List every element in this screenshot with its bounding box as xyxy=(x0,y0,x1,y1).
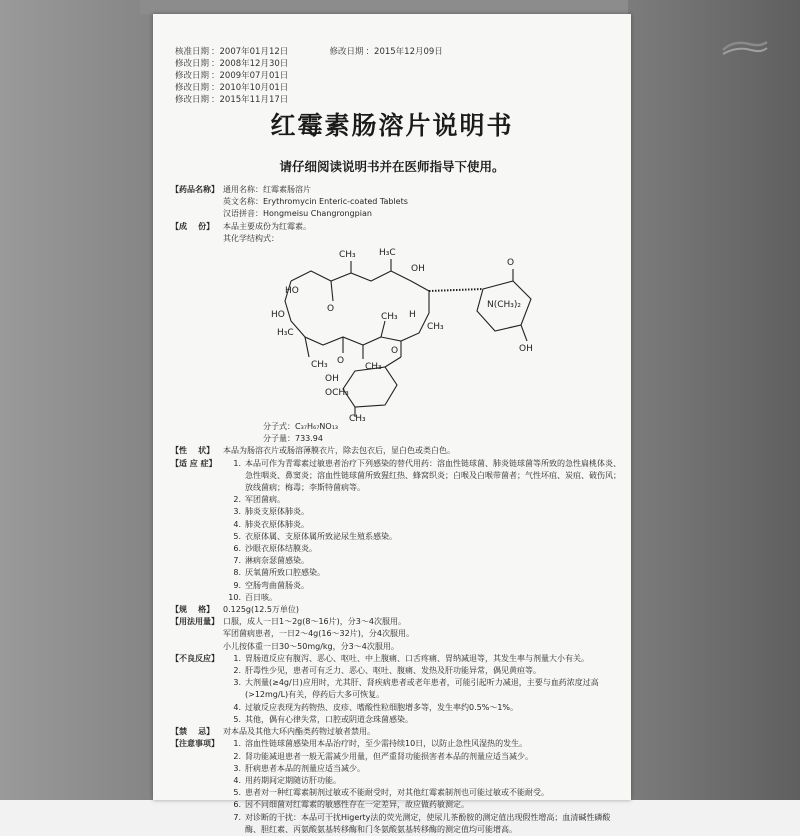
o-label: O xyxy=(507,258,515,269)
list-item: 6. 因不同细菌对红霉素的敏感性存在一定差异，故应做药敏测定。 xyxy=(233,800,469,810)
h3c-label: H₃C xyxy=(379,248,396,259)
section-label: 【适 应 症】 xyxy=(171,458,217,468)
list-item: 3. 肝病患者本品的剂量应适当减少。 xyxy=(233,763,365,773)
list-item: 2. 军团菌病。 xyxy=(233,495,285,505)
brand-logo-icon xyxy=(719,38,771,60)
list-item: 3. 大剂量(≥4g/日)应用时，尤其肝、肾疾病患者或老年患者，可能引起听力减退，主要与血药浓度过高(>12mg/L)有关，停药后大多可恢复。 xyxy=(233,678,599,700)
dosage-line: 口服，成人一日1～2g(8～16片)，分3～4次服用。 xyxy=(223,617,406,627)
list-item: 2. 肝毒性少见，患者可有乏力、恶心、呕吐、腹痛、发热及肝功能异常，偶见黄疸等。 xyxy=(233,666,541,676)
properties-text: 本品为肠溶衣片或肠溶薄膜衣片，除去包衣后，显白色或类白色。 xyxy=(223,446,455,456)
date-value: 2009年07月01日 xyxy=(219,71,289,81)
section-spec xyxy=(171,604,623,616)
date-label: 修改日期 xyxy=(175,59,210,69)
chemical-structure xyxy=(171,245,623,425)
ho-label: HO xyxy=(271,310,285,321)
leaflet-content xyxy=(171,184,623,836)
list-item: 7. 淋病奈瑟菌感染。 xyxy=(233,556,309,566)
date-label: 修改日期 xyxy=(175,83,210,93)
date-label: 修改日期 xyxy=(329,47,364,57)
english-name: 英文名称：Erythromycin Enteric-coated Tablets xyxy=(223,197,408,207)
molecular-weight: 分子量：733.94 xyxy=(263,434,323,444)
o-label: O xyxy=(337,356,345,367)
o-label: O xyxy=(327,304,335,315)
pinyin-name: 汉语拼音：Hongmeisu Changrongpian xyxy=(223,209,372,219)
date-label: 修改日期 xyxy=(175,95,210,105)
section-label: 【性 状】 xyxy=(171,446,215,456)
list-item: 5. 患者对一种红霉素制剂过敏或不能耐受时，对其他红霉素制剂也可能过敏或不能耐受。 xyxy=(233,788,549,798)
date-row: 修改日期 ： 2008年12月30日 xyxy=(175,58,443,70)
generic-name: 通用名称：红霉素肠溶片 xyxy=(223,185,311,194)
date-row: 修改日期 ： 2015年11月17日 xyxy=(175,94,443,106)
list-item: 2. 肾功能减退患者一般无需减少用量，但严重肾功能损害者本品的剂量应适当减少。 xyxy=(233,751,533,761)
section-label: 【用法用量】 xyxy=(171,617,219,627)
ch3-label: CH₃ xyxy=(365,362,382,373)
nme2-label: N(CH₃)₂ xyxy=(487,300,522,311)
section-drug-name xyxy=(171,184,623,221)
list-item: 8. 厌氧菌所致口腔感染。 xyxy=(233,568,325,578)
ch3-label: CH₃ xyxy=(349,414,366,425)
spec-text: 0.125g(12.5万单位) xyxy=(223,605,300,615)
date-row: 核准日期 ： 2007年01月12日 修改日期 ： 2015年12月09日 xyxy=(175,47,443,57)
section-properties xyxy=(171,445,623,457)
document-title: 红霉素肠溶片说明书 xyxy=(270,111,514,140)
date-value: 2010年10月01日 xyxy=(219,83,289,93)
list-item: 7. 对诊断的干扰：本品可干扰Higerty法的荧光测定，使尿儿茶酚胺的测定值出现假性增高；血清碱性磷酸酶、胆红素、丙氨酸氨基转移酶和门冬氨酸氨基转移酶的测定值均可能增高。 xyxy=(233,812,611,834)
date-value: 2015年12月09日 xyxy=(374,47,443,57)
section-indications xyxy=(171,458,623,604)
date-label: 核准日期 xyxy=(175,47,210,57)
date-value: 2007年01月12日 xyxy=(219,47,289,57)
list-item: 1. 本品可作为青霉素过敏患者治疗下列感染的替代用药：溶血性链球菌、肺炎链球菌等所致的急性扁桃体炎、急性咽炎、鼻窦炎；溶血性链球菌所致猩红热、蜂窝织炎；白喉及白喉带菌者；气性坏疽、炭疽、破伤风；放线菌病；梅毒；李斯特菌病等。 xyxy=(233,458,621,493)
section-dosage xyxy=(171,616,623,653)
list-item: 4. 用药期间定期随访肝功能。 xyxy=(233,775,341,785)
date-value: 2008年12月30日 xyxy=(219,59,289,69)
list-item: 3. 肺炎支原体肺炎。 xyxy=(233,507,309,517)
list-item: 1. 溶血性链球菌感染用本品治疗时，至少需持续10日，以防止急性风湿热的发生。 xyxy=(233,739,528,749)
background-top xyxy=(140,0,640,14)
leaflet-sheet xyxy=(153,14,631,834)
section-adverse-reactions xyxy=(171,653,623,726)
list-item: 10. 百日咳。 xyxy=(228,592,277,602)
date-value: 2015年11月17日 xyxy=(219,95,289,105)
h-label: H xyxy=(409,310,416,321)
oh-label: OH xyxy=(411,264,425,275)
structure-label: 其化学结构式： xyxy=(223,233,279,243)
section-label: 【成 份】 xyxy=(171,221,215,231)
background-left xyxy=(0,0,154,800)
dosage-line: 小儿按体重一日30～50mg/kg，分3～4次服用。 xyxy=(223,641,399,651)
erythromycin-structure-icon xyxy=(251,241,551,425)
list-item: 1. 胃肠道反应有腹泻、恶心、呕吐、中上腹痛、口舌疼痛、胃纳减退等，其发生率与剂量大小有关。 xyxy=(233,653,589,663)
section-label: 【规 格】 xyxy=(171,605,215,615)
ho-label: HO xyxy=(285,286,299,297)
section-label: 【药品名称】 xyxy=(171,185,219,194)
ch3-label: CH₃ xyxy=(381,312,398,323)
ch3-label: CH₃ xyxy=(311,360,328,371)
list-item: 5. 其他，偶有心律失常，口腔或阴道念珠菌感染。 xyxy=(233,714,413,724)
date-label: 修改日期 xyxy=(175,71,210,81)
molecular-formula: 分子式：C₃₇H₆₇NO₁₃ xyxy=(263,422,339,432)
ch3-label: CH₃ xyxy=(427,322,444,333)
oh-label: OH xyxy=(325,374,339,385)
section-contraindications xyxy=(171,726,623,738)
section-precautions xyxy=(171,738,623,836)
section-label: 【不良反应】 xyxy=(171,653,219,663)
document-subtitle: 请仔细阅读说明书并在医师指导下使用。 xyxy=(279,159,505,174)
section-label: 【禁 忌】 xyxy=(171,727,215,737)
list-item: 6. 沙眼衣原体结膜炎。 xyxy=(233,544,317,554)
contra-text: 对本品及其他大环内酯类药物过敏者禁用。 xyxy=(223,727,375,737)
composition-main: 本品主要成份为红霉素。 xyxy=(223,221,311,231)
date-row: 修改日期 ： 2009年07月01日 xyxy=(175,70,443,82)
o-label: O xyxy=(391,346,399,357)
list-item: 4. 肺炎衣原体肺炎。 xyxy=(233,519,309,529)
och3-label: OCH₃ xyxy=(325,388,349,399)
dosage-line: 军团菌病患者，一日2～4g(16～32片)，分4次服用。 xyxy=(223,629,414,639)
h3c-label: H₃C xyxy=(277,328,294,339)
section-label: 【注意事项】 xyxy=(171,739,219,749)
date-row: 修改日期 ： 2010年10月01日 xyxy=(175,82,443,94)
ch3-label: CH₃ xyxy=(339,250,356,261)
oh-label: OH xyxy=(519,344,533,355)
background-right xyxy=(628,0,800,800)
list-item: 9. 空肠弯曲菌肠炎。 xyxy=(233,580,309,590)
list-item: 5. 衣原体属、支原体属所致泌尿生殖系感染。 xyxy=(233,531,397,541)
list-item: 4. 过敏反应表现为药物热、皮疹、嗜酸性粒细胞增多等，发生率约0.5%～1%。 xyxy=(233,702,519,712)
revision-dates xyxy=(175,46,443,106)
